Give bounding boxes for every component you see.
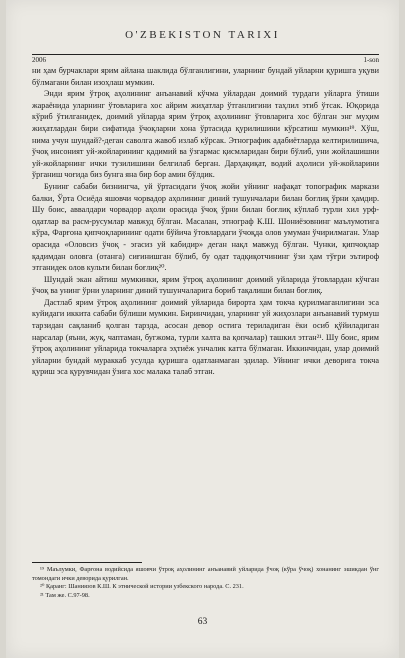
paragraph: Дастлаб ярим ўтроқ аҳолининг доимий уйларида бирорта ҳам токча қурилмаганлигини эса куйидаги иккита сабаби бўлиши мумкин. Биринчидан, уларнинг уй жиҳозлари анъанавий турмуш тарзидан сақланиб қолган тарзда, асосан девор остига териладиган ёки осиб қўйиладиган нарсалар (яъни, жуқ, чаптаман, бугжома, турли халта ва қопчалар) ташкил этган²¹. Шу боис, ярим ўтроқ аҳолининг уйларида токчаларга эҳтиёж унчалик катта бўлмаган. Иккинчидан, улар доимий уйларни бундай мураккаб усулда қуришга одатланмаган эдилар. Уйнинг ички деворига токча қуриш эса қурувчидан ўзига хос малака талаб этган. xyxy=(32,297,379,377)
footnote-rule xyxy=(32,562,142,563)
paragraph: Бунинг сабаби бизнингча, уй ўртасидаги ўчоқ жойи уйнинг нафақат топографик маркази балки, Ўрта Осиёда яшовчи чорвадор аҳолининг диний тушунчалари билан боғлиқ ўрни ҳамдир. Шу боис, аввалдари чорвадор аҳоли орасида ўчоқ ўрни билан боғлиқ кўплаб турли хил урф-одатлар ва расм-русумлар мавжуд бўлган. Масалан, этнограф К.Ш. Шониёзовнинг маълумотига кўра, Фарғона қипчоқларининг одати бўйича ўтовлардаги ўчоқда олов умуман ўчирилмаган. Улар орасида «Оловсиз ўчоқ - эгасиз уй кабидир» деган нақл мавжуд бўлган. Чунки, қипчоқлар қадимдан оловга (отанга) сиғинишган бўлиб, бу одат тадқиқотчининг ўзи ҳам тўғри эътироф этганидек олов культи билан боғлиқ²⁰. xyxy=(32,181,379,273)
paragraph: ни ҳам бурчаклари ярим айлана шаклида бўлганлигини, уларнинг бундай уйларни қуришга уқуви бўлмагани билан изоҳлаш мумкин. xyxy=(32,66,379,87)
header-year: 2006 xyxy=(32,56,46,64)
footnote: ¹⁹ Маълумки, Фарғона водийсида яшовчи ўтроқ аҳолининг анъанавий уйларида ўчоқ (кўра ўчоқ) хонанинг эшикдан ўнг томондаги ички деворида қурилган. xyxy=(32,566,379,582)
page-number: 63 xyxy=(197,617,208,627)
footnote: ²⁰ Қаранг: Шаниязов К.Ш. К этнической истории узбекского народа. С. 231. xyxy=(40,583,244,591)
footnote: ²¹ Там же. С.97-98. xyxy=(40,591,90,599)
paragraph: Шундай экан айтиш мумкинки, ярим ўтроқ аҳолининг доимий уйларида ўтовлардан кўчган ўчоқ ва унинг ўрни уларнинг диний тушунчаларига бориб тақалиши билан боғлиқ. xyxy=(32,274,379,296)
header-issue: 1-son xyxy=(363,56,379,64)
document-page xyxy=(6,0,399,658)
journal-title: O'ZBEKISTON TARIXI xyxy=(125,29,280,41)
header-rule xyxy=(32,54,379,55)
article-body xyxy=(32,65,379,378)
paragraph: Энди ярим ўтроқ аҳолининг анъанавий кўчма уйлардан доимий турдаги уйларга ўтиши жараёнида уларнинг ўтовларига хос айрим жиҳатлар ўтганлигини таҳлил этиб ўтсак. Юқорида кўриб ўтилганидек, доимий уйларда ярим ўтроқ аҳолининг ўтовларига хос бўлган энг муҳим жиҳатлардан бири сифатида ўчоқларни хона ўртасида қурилишини кўрсатиш мумкин¹⁹. Хўш, нима учун шундай?-деган саволга жавоб излаб кўрсак. Этнографик адабиётларда келтирилишича, ўчоқ инсоният уй-жойларининг қадимий ва ўзгармас қисмларидан бири бўлиб, уни жойлашишни уй-жойларнинг ички тузилишини белгилаб берган. Дарҳақиқат, водий аҳолиси уй-жойларини ўрганиш чоғида биз бунга яна бир бор амин бўлдик. xyxy=(32,89,379,180)
footnotes xyxy=(32,566,379,600)
